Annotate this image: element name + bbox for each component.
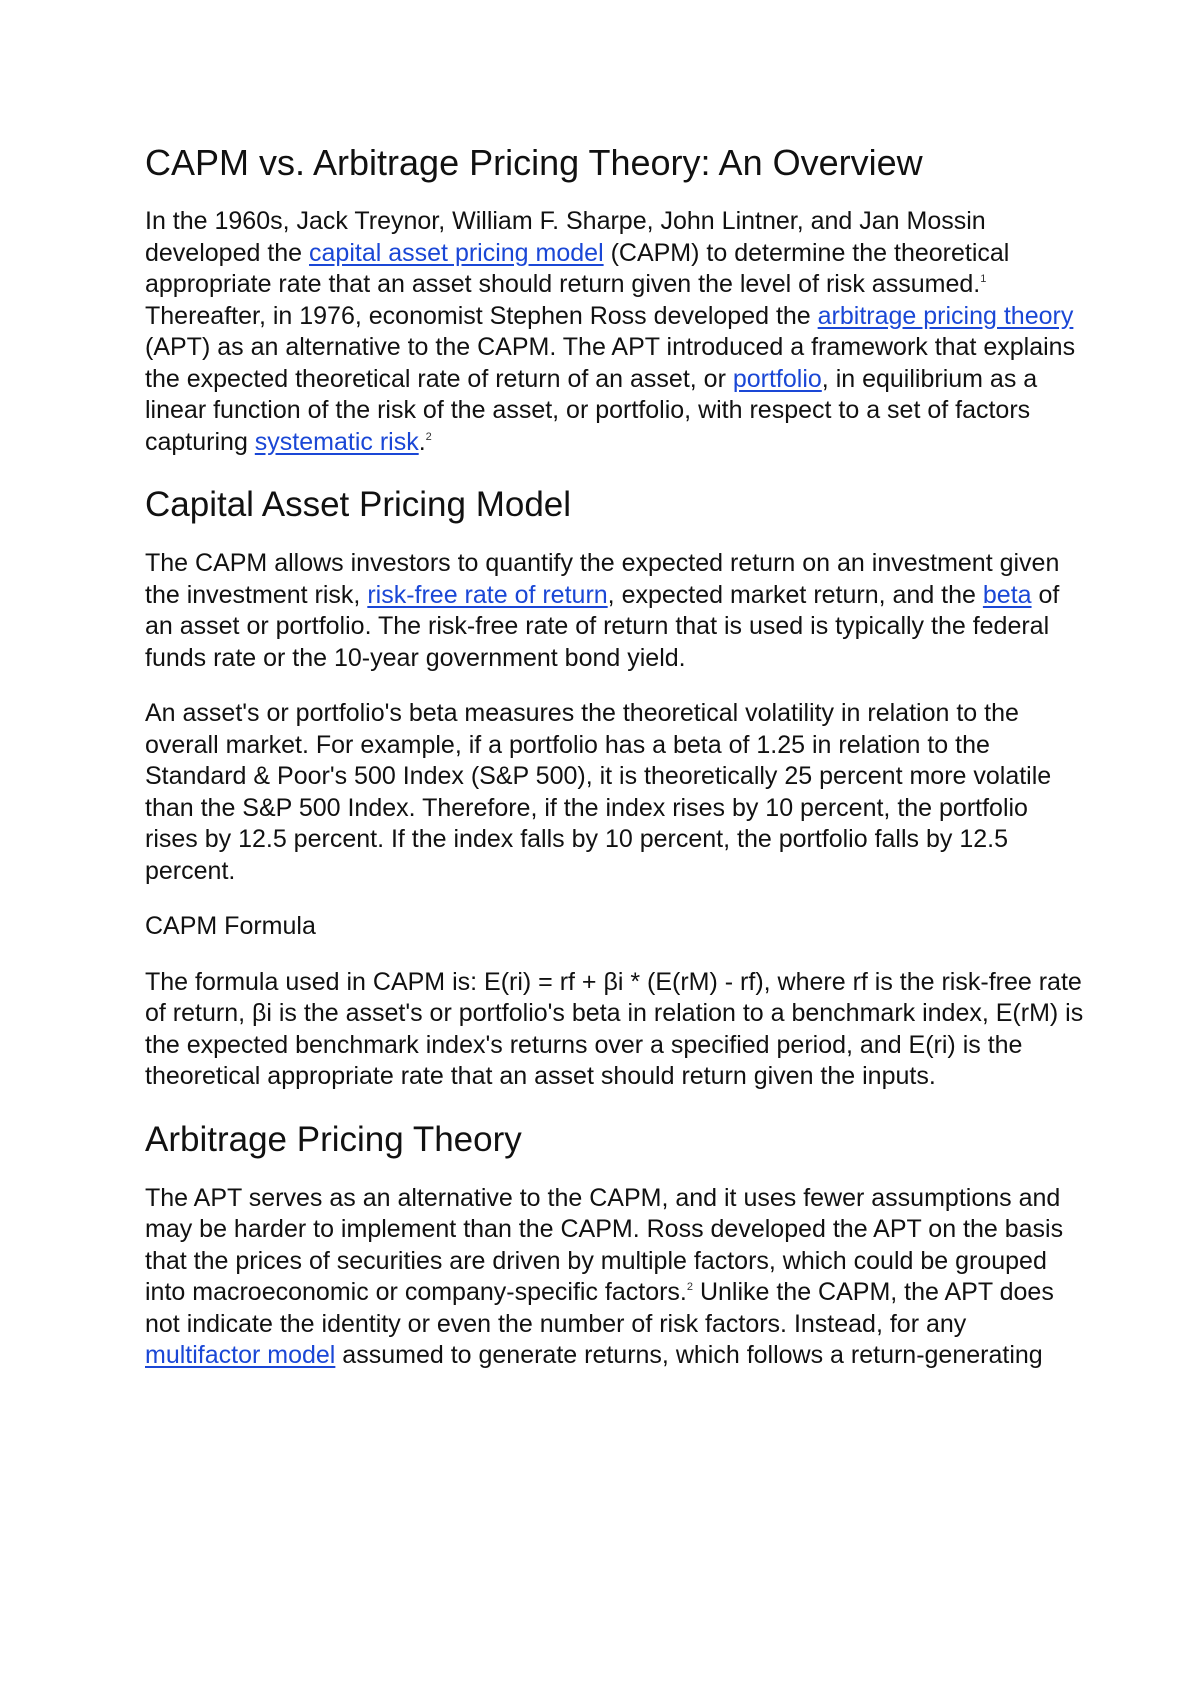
intro-text-3: Thereafter, in 1976, economist Stephen Ross developed the — [145, 301, 818, 330]
apt-p1-text-2: Unlike the CAPM, the APT does not indicate the identity or even the number of risk factors. Instead, for any — [145, 1278, 1054, 1338]
apt-link[interactable]: arbitrage pricing theory — [817, 301, 1074, 330]
intro-text-4: (APT) as an alternative to the CAPM. The APT introduced a framework that explains the expected theoretical rate of return of an asset, or — [145, 333, 1076, 393]
risk-free-rate-link[interactable]: risk-free rate of return — [367, 580, 608, 609]
capm-paragraph-2: An asset's or portfolio's beta measures the theoretical volatility in relation to the overall market. For example, if a portfolio has a beta of 1.25 in relation to the Standard & Poor's 500 Index (S&P 500), it is theoretically 25 percent more volatile than the S&P 500 Index. Therefore, if the index rises by 10 percent, the portfolio rises by 12.5 percent. If the index falls by 10 percent, the portfolio falls by 12.5 percent. — [145, 699, 1052, 885]
footnote-2-apt[interactable]: 2 — [686, 1281, 693, 1293]
capm-formula-label: CAPM Formula — [145, 912, 316, 940]
footnote-1[interactable]: 1 — [980, 273, 987, 285]
capm-formula-paragraph: The formula used in CAPM is: E(ri) = rf + βi * (E(rM) - rf), where rf is the risk-free rate of return, βi is the asset's or portfolio's beta in relation to a benchmark index, E(rM) is the expected benchmark index's returns over a specified period, and E(ri) is the theoretical appropriate rate that an asset should return given the inputs. — [145, 967, 1084, 1090]
apt-p1-text-1: The APT serves as an alternative to the CAPM, and it uses fewer assumptions and may be harder to implement than the CAPM. Ross developed the APT on the basis that the prices of securities are driven by multiple factors, which could be grouped into macroeconomic or company-specific factors. — [145, 1183, 1064, 1306]
page-title: CAPM vs. Arbitrage Pricing Theory: An Overview — [145, 142, 923, 183]
beta-link[interactable]: beta — [982, 580, 1032, 609]
multifactor-model-link[interactable]: multifactor model — [145, 1341, 336, 1369]
intro-text-2: (CAPM) to determine the theoretical appropriate rate that an asset should return given the level of risk assumed. — [145, 238, 1010, 298]
intro-text-1: In the 1960s, Jack Treynor, William F. Sharpe, John Lintner, and Jan Mossin developed the — [145, 207, 986, 267]
footnote-2[interactable]: 2 — [425, 430, 432, 443]
intro-text-5: , in equilibrium as a linear function of the risk of the asset, or portfolio, with respect to a set of factors capturing — [145, 364, 1038, 456]
intro-text-6: . — [418, 427, 426, 456]
capm-heading: Capital Asset Pricing Model — [145, 485, 572, 524]
apt-p1-text-3: assumed to generate returns, which follows a return-generating — [335, 1341, 1043, 1369]
systematic-risk-link[interactable]: systematic risk — [254, 427, 419, 456]
portfolio-link[interactable]: portfolio — [732, 364, 822, 393]
capm-p1-text-1: The CAPM allows investors to quantify the expected return on an investment given the investment risk, — [145, 549, 1060, 609]
capm-p1-text-2: , expected market return, and the — [607, 580, 983, 609]
capm-link[interactable]: capital asset pricing model — [309, 238, 604, 267]
apt-paragraph-1 — [145, 1183, 1085, 1372]
apt-heading: Arbitrage Pricing Theory — [145, 1119, 522, 1159]
document-page — [145, 140, 1085, 1372]
capm-p1-text-3: of an asset or portfolio. The risk-free rate of return that is used is typically the federal funds rate or the 10-year government bond yield. — [145, 580, 1060, 672]
intro-paragraph — [145, 206, 1085, 458]
capm-paragraph-1 — [145, 548, 1085, 674]
